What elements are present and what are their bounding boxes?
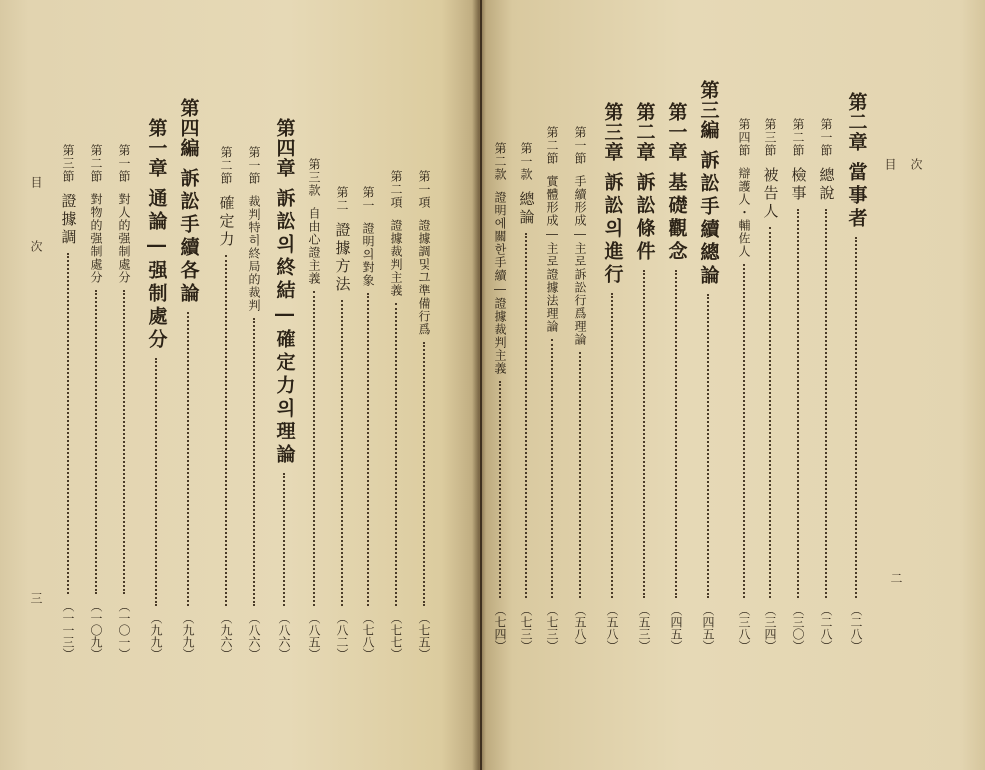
entry-label: 第二章 — [845, 92, 868, 152]
entry-label: 第二節 — [89, 144, 103, 183]
right-header-mark-2: 次 — [909, 158, 923, 170]
entry-page: （四五） — [669, 604, 683, 652]
entry-page: （三四） — [763, 604, 777, 652]
entry-label: 第一章 — [665, 102, 688, 162]
entry-label: 第二 — [335, 186, 349, 212]
entry-title: 總論 — [517, 191, 536, 227]
entry-page: （七三） — [519, 604, 533, 652]
entry-title: 訴訟手續各論 — [177, 168, 200, 306]
toc-entry — [628, 102, 660, 652]
toc-entry — [268, 118, 300, 660]
right-page-number: 二 — [889, 572, 903, 584]
entry-title: 當事者 — [845, 162, 868, 231]
toc-entry — [692, 80, 724, 652]
toc-entry — [384, 170, 408, 660]
leader-dots — [395, 303, 397, 606]
leader-dots — [187, 312, 189, 606]
entry-page: （一一三） — [61, 600, 75, 660]
entry-title: 訴訟의終結―確定力의理論 — [273, 188, 296, 467]
entry-title: 證明의對象 — [361, 222, 375, 287]
leader-dots — [123, 290, 125, 594]
leader-dots — [423, 342, 425, 606]
entry-label: 第二款 — [493, 142, 507, 181]
entry-label: 第一節 — [573, 126, 587, 165]
entry-title: 證據調및그準備行爲 — [417, 219, 431, 336]
entry-page: （一〇九） — [89, 600, 103, 660]
entry-label: 第三節 — [61, 144, 75, 183]
toc-entry — [758, 118, 782, 652]
toc-entry — [814, 118, 838, 652]
entry-label: 第二節 — [791, 118, 805, 157]
leader-dots — [225, 255, 227, 606]
entry-label: 第一章 — [145, 118, 168, 178]
left-header-mark-2: 次 — [29, 240, 43, 252]
entry-label: 第四節 — [737, 118, 751, 157]
entry-page: （八二） — [335, 612, 349, 660]
toc-entry — [786, 118, 810, 652]
entry-label: 第三款 — [307, 158, 321, 197]
toc-entry — [356, 186, 380, 660]
entry-label: 第二節 — [219, 146, 233, 185]
leader-dots — [707, 294, 709, 598]
entry-label: 第一節 — [247, 146, 261, 185]
leader-dots — [313, 291, 315, 606]
entry-label: 第三編 — [697, 80, 720, 140]
leader-dots — [499, 381, 501, 598]
leader-dots — [253, 318, 255, 606]
leader-dots — [675, 270, 677, 598]
toc-entry — [112, 144, 136, 660]
entry-title: 總說 — [817, 167, 836, 203]
entry-page: （七三） — [545, 604, 559, 652]
entry-title: 裁判特히終局的裁判 — [247, 195, 261, 312]
right-header-mark: 目 — [883, 158, 897, 170]
entry-title: 基礎觀念 — [665, 172, 688, 264]
entry-label: 第三章 — [601, 102, 624, 162]
leader-dots — [855, 237, 857, 598]
leader-dots — [341, 300, 343, 606]
toc-entry — [412, 170, 436, 660]
entry-title: 對物的强制處分 — [89, 193, 103, 284]
leader-dots — [797, 209, 799, 598]
toc-entry — [214, 146, 238, 660]
entry-page: （九九） — [149, 612, 163, 660]
toc-entry — [172, 98, 204, 660]
entry-page: （八五） — [307, 612, 321, 660]
entry-page: （三八） — [737, 604, 751, 652]
entry-page: （五八） — [605, 604, 619, 652]
toc-entry — [56, 144, 80, 660]
entry-page: （三〇） — [791, 604, 805, 652]
entry-label: 第一 — [361, 186, 375, 212]
entry-label: 第一節 — [819, 118, 833, 157]
left-page-number: 三 — [29, 592, 43, 604]
leader-dots — [743, 264, 745, 598]
entry-label: 第二節 — [545, 126, 559, 165]
toc-entry — [330, 186, 354, 660]
entry-label: 第三節 — [763, 118, 777, 157]
toc-entry — [568, 126, 592, 652]
entry-label: 第一項 — [417, 170, 431, 209]
entry-title: 手續形成―主로訴訟行爲理論 — [573, 175, 587, 346]
entry-label: 第一款 — [519, 142, 533, 181]
entry-page: （九六） — [219, 612, 233, 660]
leader-dots — [283, 473, 285, 606]
entry-title: 訴訟手續總論 — [697, 150, 720, 288]
entry-title: 自由心證主義 — [307, 207, 321, 285]
entry-label: 第二項 — [389, 170, 403, 209]
entry-label: 第二章 — [633, 102, 656, 162]
entry-title: 證明에關한手續―證據裁判主義 — [493, 191, 507, 375]
leader-dots — [95, 290, 97, 594]
left-header-mark: 目 — [29, 176, 43, 188]
leader-dots — [579, 352, 581, 598]
entry-page: （七七） — [389, 612, 403, 660]
leader-dots — [551, 339, 553, 598]
entry-title: 對人的强制處分 — [117, 193, 131, 284]
entry-title: 實體形成―主로證據法理論 — [545, 175, 559, 333]
entry-page: （五三） — [637, 604, 651, 652]
entry-page: （九九） — [181, 612, 195, 660]
leader-dots — [825, 209, 827, 598]
entry-page: （七四） — [493, 604, 507, 652]
toc-entry — [488, 142, 512, 652]
toc-entry — [660, 102, 692, 652]
leader-dots — [525, 233, 527, 598]
entry-page: （一〇一） — [117, 600, 131, 660]
leader-dots — [643, 270, 645, 598]
leader-dots — [67, 253, 69, 594]
entry-label: 第一節 — [117, 144, 131, 183]
leader-dots — [769, 227, 771, 598]
entry-label: 第四編 — [177, 98, 200, 158]
entry-label: 第四章 — [273, 118, 296, 178]
entry-page: （八六） — [247, 612, 261, 660]
entry-title: 證據裁判主義 — [389, 219, 403, 297]
entry-page: （七五） — [417, 612, 431, 660]
entry-page: （八六） — [277, 612, 291, 660]
toc-entry — [84, 144, 108, 660]
entry-title: 被告人 — [761, 167, 780, 221]
entry-title: 辯護人・輔佐人 — [737, 167, 751, 258]
entry-title: 證據調 — [59, 193, 78, 247]
entry-title: 訴訟條件 — [633, 172, 656, 264]
leader-dots — [611, 293, 613, 598]
toc-entry — [540, 126, 564, 652]
entry-page: （二八） — [849, 604, 863, 652]
entry-page: （四五） — [701, 604, 715, 652]
leader-dots — [155, 358, 157, 606]
leader-dots — [367, 293, 369, 606]
entry-page: （七八） — [361, 612, 375, 660]
toc-entry — [840, 92, 872, 652]
toc-entry — [514, 142, 538, 652]
entry-title: 檢事 — [789, 167, 808, 203]
entry-title: 訴訟의進行 — [601, 172, 624, 287]
toc-entry — [140, 118, 172, 660]
entry-title: 確定力 — [217, 195, 236, 249]
toc-entry — [732, 118, 756, 652]
entry-title: 通論―强制處分 — [145, 188, 168, 352]
entry-page: （二八） — [819, 604, 833, 652]
toc-entry — [596, 102, 628, 652]
entry-page: （五八） — [573, 604, 587, 652]
entry-title: 證據方法 — [333, 222, 352, 294]
book-gutter — [472, 0, 486, 770]
toc-entry — [242, 146, 266, 660]
toc-entry — [302, 158, 326, 660]
